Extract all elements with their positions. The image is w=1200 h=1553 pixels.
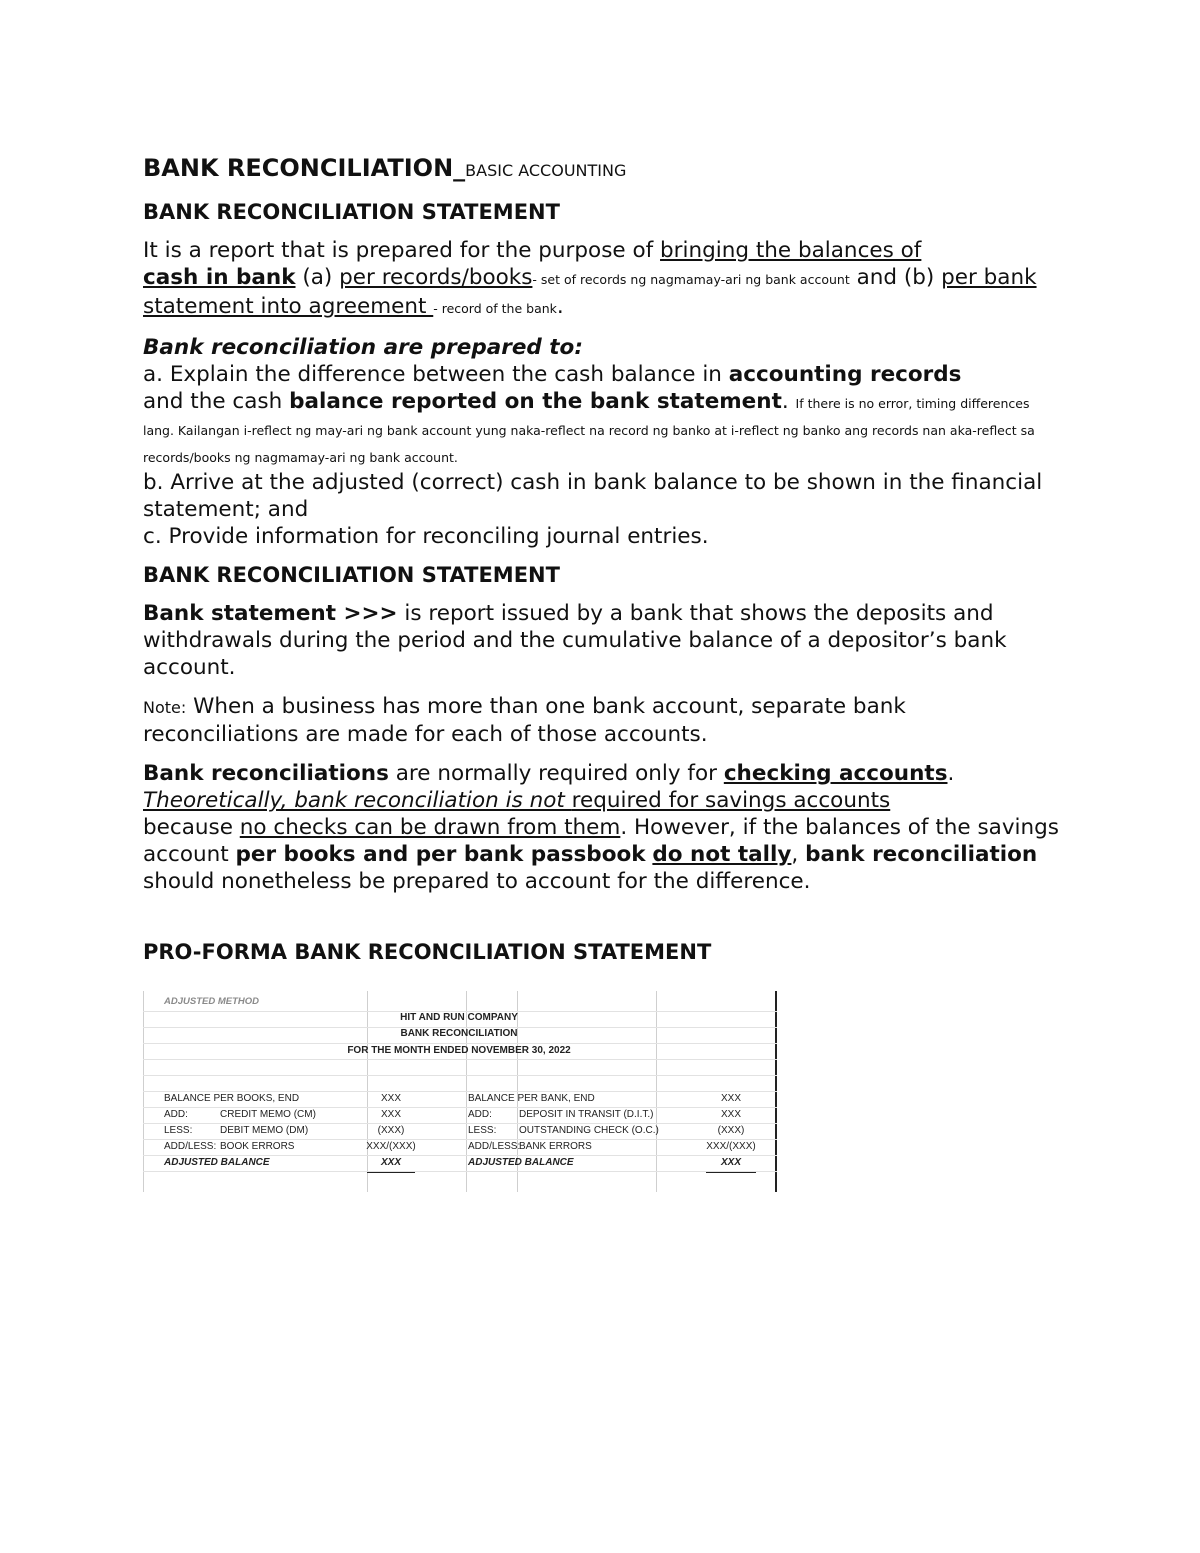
bank-statement-term: Bank statement >>> [143, 601, 398, 626]
sheet-left-r1-label: BALANCE PER BOOKS, END [164, 1093, 300, 1104]
sheet-rowline [143, 1091, 777, 1092]
however-text: . However, if the balances of the savings account [143, 815, 1060, 867]
sheet-right-r2-prefix: ADD: [468, 1109, 492, 1120]
sheet-right-r1-val: XXX [720, 1093, 742, 1104]
sheet-right-r4-prefix: ADD/LESS: [468, 1141, 521, 1152]
bank-statement-definition: is report issued by a bank that shows the deposits and withdrawals during the period and the cumulative balance of a depositor’s bank account. [143, 601, 1007, 680]
intro-cash-in-bank: cash in bank [143, 265, 296, 290]
intro-per-bank-statement: per bank statement into agreement [143, 265, 1037, 319]
sheet-left-r3-prefix: LESS: [164, 1125, 193, 1136]
sheet-right-r3-label: OUTSTANDING CHECK (O.C.) [519, 1125, 659, 1136]
checking-period: . [947, 761, 955, 786]
because-text: because [143, 815, 240, 840]
section-heading-statement: BANK RECONCILIATION STATEMENT [143, 200, 560, 224]
sheet-rowline [143, 1043, 777, 1044]
per-books-bank: per books and per bank passbook [235, 842, 646, 867]
proforma-spreadsheet-image [143, 991, 777, 1192]
item-a-period: . [781, 389, 796, 414]
sheet-left-r4-prefix: ADD/LESS: [164, 1141, 217, 1152]
sheet-method: ADJUSTED METHOD [164, 996, 260, 1007]
section-heading-statement-2: BANK RECONCILIATION STATEMENT [143, 563, 560, 587]
checking-text: are normally required only for [388, 761, 724, 786]
sheet-rowline [143, 1123, 777, 1124]
sheet-left-r5-val: XXX [380, 1157, 402, 1168]
sheet-right-r4-label: BANK ERRORS [519, 1141, 592, 1152]
note-paragraph [143, 693, 1063, 748]
intro-b: and (b) [849, 265, 942, 290]
intro-underline: bringing the balances of [660, 238, 922, 263]
sheet-rowline [143, 1171, 777, 1172]
comma: , [791, 842, 806, 867]
bank-reconciliation-term: bank reconciliation [805, 842, 1038, 867]
sheet-right-total-underline [706, 1172, 756, 1173]
sheet-left-r2-prefix: ADD: [164, 1109, 188, 1120]
item-a-accounting-records: accounting records [728, 362, 962, 387]
intro-bank-note: - record of the bank [433, 301, 557, 316]
sheet-rowline [143, 1059, 777, 1060]
sheet-left-r4-val: XXX/(XXX) [366, 1141, 416, 1152]
document-body [143, 150, 1063, 980]
bank-statement-paragraph [143, 600, 1063, 681]
item-a-note: If there is no error, timing differences lang. Kailangan i-reflect ng may-ari ng bank account yung naka-reflect na record ng banko at i-reflect ng banko ang records nan aka-reflect sa records/books ng nagmamay-ari ng bank account. [143, 396, 1035, 465]
sheet-left-r3-label: DEBIT MEMO (DM) [220, 1125, 309, 1136]
checking-term: Bank reconciliations [143, 761, 389, 786]
purpose-heading: Bank reconciliation are prepared to: [143, 335, 583, 360]
do-not-tally: do not tally [652, 842, 792, 867]
sheet-right-r5-label: ADJUSTED BALANCE [468, 1157, 574, 1168]
sheet-left-total-underline [367, 1172, 415, 1173]
sheet-rowline [143, 1139, 777, 1140]
sheet-report: BANK RECONCILIATION [400, 1028, 518, 1039]
theoretically-text: Theoretically, bank reconciliation is not [143, 788, 572, 813]
note-label: Note: [143, 698, 187, 717]
sheet-period: FOR THE MONTH ENDED NOVEMBER 30, 2022 [347, 1045, 571, 1056]
savings-text: required for savings accounts [571, 788, 891, 813]
document-title [143, 150, 1063, 189]
intro-text: It is a report that is prepared for the purpose of [143, 238, 661, 263]
note-text: When a business has more than one bank account, separate bank reconciliations are made for each of those accounts. [143, 694, 906, 747]
sheet-right-r3-prefix: LESS: [468, 1125, 497, 1136]
sheet-right-r2-label: DEPOSIT IN TRANSIT (D.I.T.) [519, 1109, 654, 1120]
sheet-company: HIT AND RUN COMPANY [400, 1012, 518, 1023]
sheet-left-r1-val: XXX [380, 1093, 402, 1104]
sheet-right-r2-val: XXX [720, 1109, 742, 1120]
sheet-rowline [143, 1155, 777, 1156]
item-a-balance-reported: balance reported on the bank statement [289, 389, 782, 414]
difference-text: should nonetheless be prepared to account for the difference. [143, 869, 811, 894]
title-sub: BASIC ACCOUNTING [465, 161, 627, 180]
sheet-right-r1-label: BALANCE PER BANK, END [468, 1093, 595, 1104]
item-a [143, 361, 1063, 469]
sheet-left-r4-label: BOOK ERRORS [220, 1141, 295, 1152]
sheet-left-r5-label: ADJUSTED BALANCE [164, 1157, 270, 1168]
sheet-left-r2-val: XXX [380, 1109, 402, 1120]
intro-a: (a) [295, 265, 340, 290]
sheet-left-r3-val: (XXX) [377, 1125, 405, 1136]
checking-accounts: checking accounts [723, 761, 948, 786]
title-main: BANK RECONCILIATION_ [143, 154, 466, 182]
item-a-text-2: and the cash [143, 389, 290, 414]
proforma-heading: PRO-FORMA BANK RECONCILIATION STATEMENT [143, 940, 712, 964]
sheet-rowline [143, 1107, 777, 1108]
item-c: c. Provide information for reconciling journal entries. [143, 524, 709, 549]
item-b: b. Arrive at the adjusted (correct) cash in bank balance to be shown in the financial statement; and [143, 470, 1043, 522]
checking-paragraph [143, 760, 1063, 895]
sheet-rowline [143, 1075, 777, 1076]
intro-paragraph [143, 237, 1063, 322]
intro-records-note: - set of records ng nagmamay-ari ng bank account [532, 272, 850, 287]
no-checks-text: no checks can be drawn from them [239, 815, 621, 840]
sheet-right-r4-val: XXX/(XXX) [706, 1141, 756, 1152]
sheet-right-r5-val: XXX [720, 1157, 742, 1168]
intro-per-records: per records/books [339, 265, 533, 290]
sheet-right-r3-val: (XXX) [717, 1125, 745, 1136]
sheet-left-r2-label: CREDIT MEMO (CM) [220, 1109, 316, 1120]
item-a-text: a. Explain the difference between the cash balance in [143, 362, 729, 387]
intro-period: . [556, 294, 564, 319]
